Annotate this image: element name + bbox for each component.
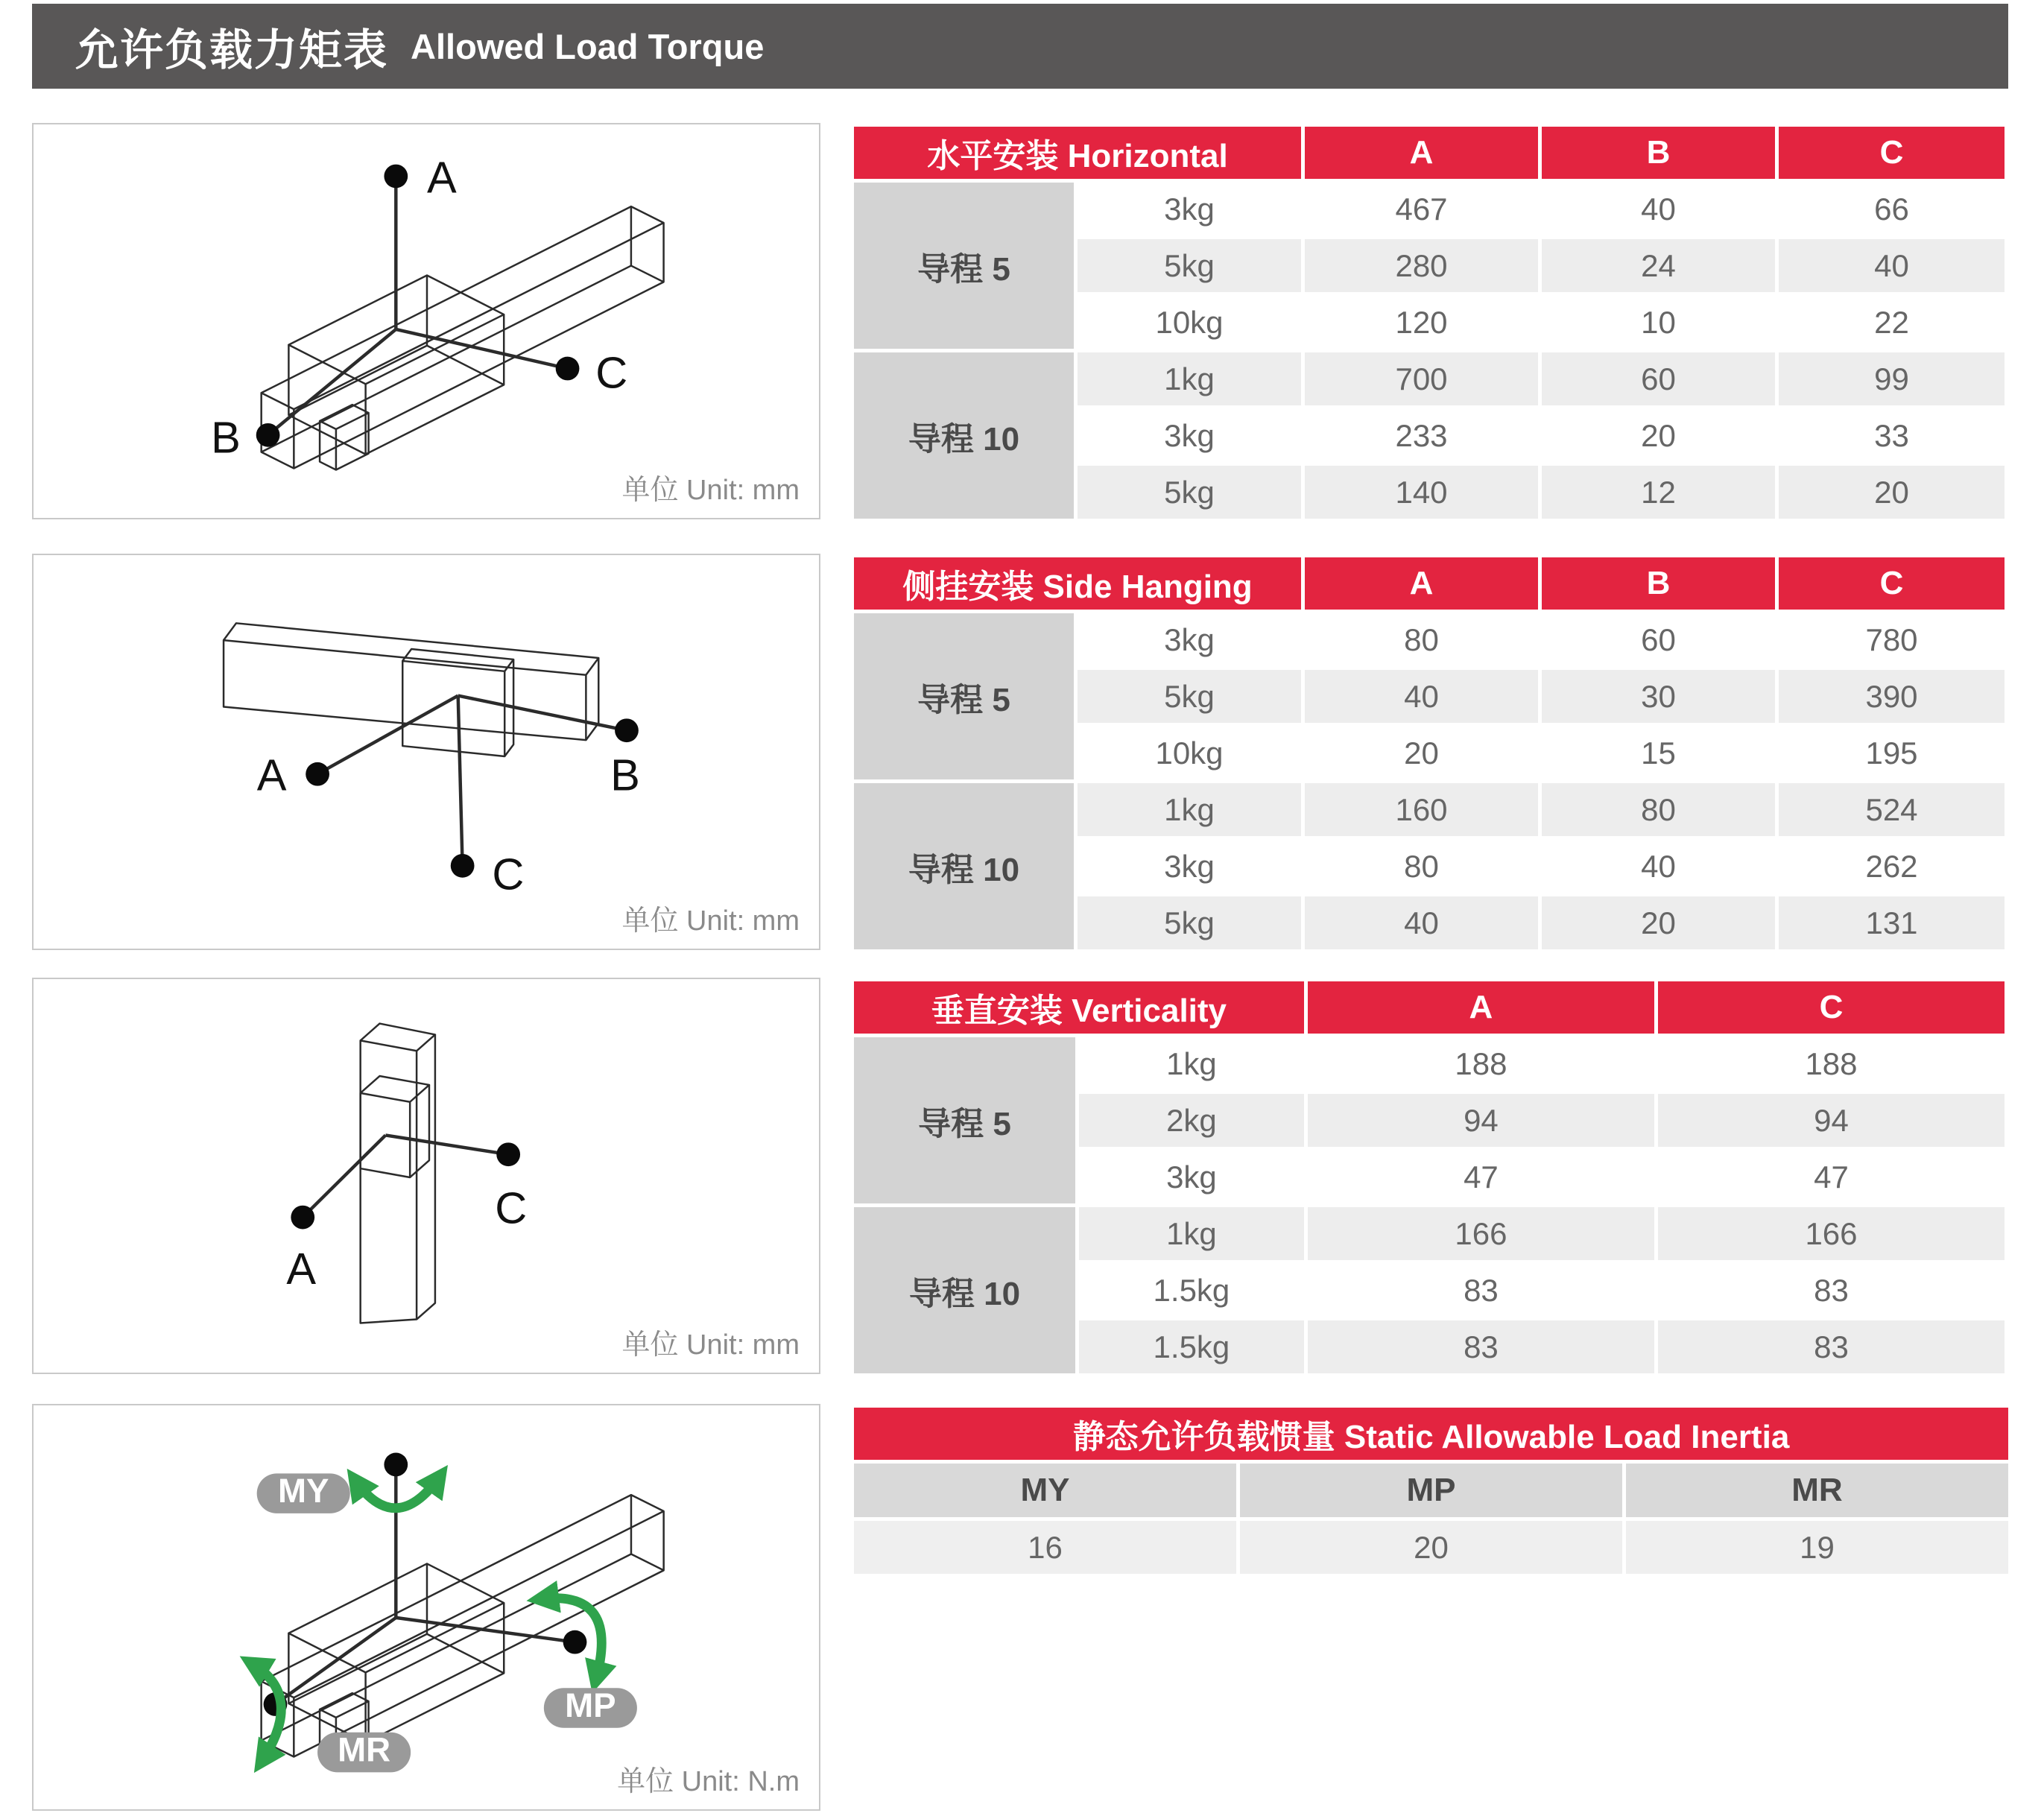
col-c: C (1658, 981, 2005, 1034)
side-hanging-drawing (34, 555, 819, 949)
table-subheader-row (854, 1464, 2008, 1517)
table-row: 1.5kg 83 83 (854, 1264, 2005, 1317)
col-c: C (1779, 127, 2005, 179)
section-inertia (32, 1404, 2008, 1811)
section-verticality (32, 978, 2008, 1375)
col-mr: MR (1626, 1464, 2008, 1517)
section-horizontal (32, 123, 2008, 520)
table-side-hanging-wrap (850, 554, 2008, 953)
col-a: A (1305, 127, 1538, 179)
mp-badge-label: MP (565, 1686, 616, 1724)
unit-caption: 单位 Unit: mm (621, 475, 800, 506)
col-mp: MP (1240, 1464, 1622, 1517)
table-inertia (850, 1404, 2012, 1578)
mp-value: 20 (1240, 1521, 1622, 1574)
diagram-side-hanging-mount (32, 554, 820, 950)
table-row: 10kg 20 15 195 (854, 727, 2005, 779)
vertical-mount-drawing (34, 979, 819, 1373)
unit-caption: 单位 Unit: N.m (617, 1766, 800, 1797)
lead-cell: 导程 10 (854, 352, 1074, 519)
col-b: B (1542, 557, 1775, 610)
lead-cell: 导程 10 (854, 1207, 1075, 1373)
table-row: 3kg 233 20 33 (854, 409, 2005, 462)
unit-caption: 单位 Unit: mm (621, 1329, 800, 1361)
table-row: 导程 10 1kg 166 166 (854, 1207, 2005, 1260)
page-title-en: Allowed Load Torque (411, 26, 765, 66)
table-title: 静态允许负载惯量 Static Allowable Load Inertia (854, 1408, 2008, 1460)
table-row: 2kg 94 94 (854, 1094, 2005, 1147)
axis-a-dot (384, 165, 408, 189)
table-title: 侧挂安装 Side Hanging (854, 557, 1301, 610)
axis-a-label: A (426, 152, 457, 203)
table-row: 导程 5 1kg 188 188 (854, 1037, 2005, 1090)
table-header-row (854, 1408, 2008, 1460)
table-row: 导程 5 3kg 80 60 780 (854, 613, 2005, 666)
mp-badge (544, 1686, 637, 1728)
table-row: 导程 10 1kg 700 60 99 (854, 352, 2005, 405)
table-verticality-wrap (850, 978, 2008, 1377)
table-row: 导程 10 1kg 160 80 524 (854, 783, 2005, 836)
table-row: 3kg 47 47 (854, 1151, 2005, 1203)
pitch-axis-dot (563, 1630, 587, 1654)
axis-c-label: C (492, 849, 525, 899)
page-title-zh: 允许负载力矩表 (75, 26, 389, 75)
my-value: 16 (854, 1521, 1236, 1574)
table-horizontal-wrap (850, 123, 2008, 522)
axis-c-dot (451, 854, 475, 878)
axis-c-label: C (495, 1183, 528, 1233)
axis-a-dot (291, 1206, 314, 1230)
col-my: MY (854, 1464, 1236, 1517)
lead-cell: 导程 10 (854, 783, 1074, 949)
my-badge-label: MY (277, 1472, 329, 1510)
unit-caption: 单位 Unit: mm (621, 905, 800, 937)
section-side-hanging (32, 554, 2008, 951)
table-row: 5kg 140 12 20 (854, 466, 2005, 519)
lead-cell: 导程 5 (854, 1037, 1075, 1203)
axis-c-dot (556, 357, 580, 381)
diagram-torque-axes (32, 1404, 820, 1811)
col-a: A (1308, 981, 1654, 1034)
horizontal-mount-drawing (34, 124, 819, 518)
yaw-axis-dot (384, 1453, 408, 1477)
table-row: 3kg 80 40 262 (854, 840, 2005, 893)
col-c: C (1779, 557, 2005, 610)
table-row: 5kg 40 20 131 (854, 896, 2005, 949)
table-row: 10kg 120 10 22 (854, 296, 2005, 349)
table-header-row (854, 127, 2005, 179)
table-title: 水平安装 Horizontal (854, 127, 1301, 179)
col-b: B (1542, 127, 1775, 179)
diagram-vertical-mount (32, 978, 820, 1374)
mr-value: 19 (1626, 1521, 2008, 1574)
my-badge (257, 1472, 350, 1513)
axis-b-dot (256, 423, 280, 447)
table-header-row (854, 557, 2005, 610)
lead-cell: 导程 5 (854, 613, 1074, 779)
table-row: 5kg 40 30 390 (854, 670, 2005, 723)
table-title: 垂直安装 Verticality (854, 981, 1304, 1034)
mr-badge (317, 1730, 411, 1772)
table-row (854, 1521, 2008, 1574)
mr-badge-label: MR (338, 1730, 391, 1769)
torque-axes-drawing (34, 1405, 819, 1809)
diagram-horizontal-mount (32, 123, 820, 519)
axis-b-dot (615, 718, 639, 742)
axis-c-dot (496, 1142, 520, 1166)
axis-a-label: A (256, 750, 287, 800)
table-inertia-wrap (850, 1404, 2008, 1578)
page-title-bar (32, 4, 2008, 89)
table-row: 导程 5 3kg 467 40 66 (854, 183, 2005, 235)
table-row: 1.5kg 83 83 (854, 1320, 2005, 1373)
lead-cell: 导程 5 (854, 183, 1074, 349)
roll-rotation-arrow (251, 1662, 282, 1762)
axis-a-label: A (286, 1243, 317, 1294)
col-a: A (1305, 557, 1538, 610)
table-header-row (854, 981, 2005, 1034)
axis-c-label: C (595, 347, 628, 398)
table-verticality (850, 978, 2008, 1377)
table-side-hanging (850, 554, 2008, 953)
axis-b-label: B (211, 412, 241, 463)
table-horizontal (850, 123, 2008, 522)
axis-a-dot (306, 762, 329, 786)
table-row: 5kg 280 24 40 (854, 239, 2005, 292)
axis-b-label: B (610, 750, 640, 800)
